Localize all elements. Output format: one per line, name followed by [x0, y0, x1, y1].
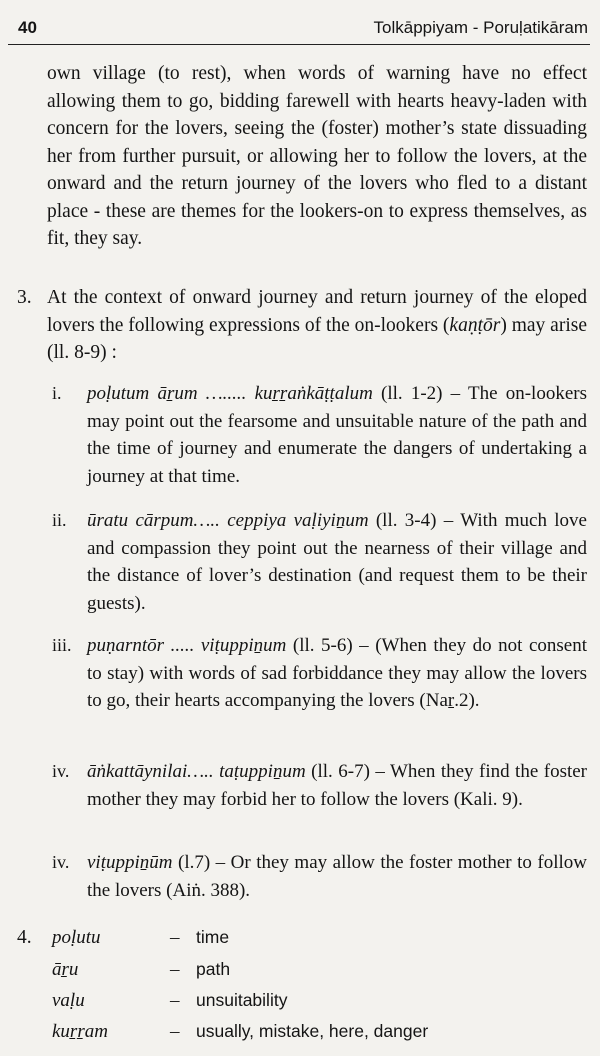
sub-item-1-number: i. — [52, 383, 62, 403]
glossary-definition: usually, mistake, here, danger — [196, 1021, 429, 1041]
sub-item-2-number: ii. — [52, 510, 67, 530]
sub-item-1-term: poḷutum āṟum …..... kuṟṟaṅkāṭṭalum — [87, 383, 373, 404]
sub-item-3-term: puṇarntōr ..... viṭuppiṉum — [87, 635, 287, 656]
glossary-row — [0, 985, 600, 1016]
glossary-row — [0, 954, 600, 985]
glossary-term: āṟu — [52, 959, 79, 980]
glossary-definition: time — [196, 927, 230, 947]
sub-item-3-text — [87, 632, 587, 715]
sub-item-1-body: (ll. 1-2) – The on-lookers may point out the fearsome and unsuitable nature of the path and the time of journey and enumerate the dangers of undertaking a journey at that time. — [87, 383, 587, 487]
running-head: Tolkāppiyam - Poruḷatikāram — [373, 18, 588, 37]
sub-item-4-term: āṅkattāynilai….. taṭuppiṉum — [87, 761, 306, 782]
glossary-dash: – — [170, 959, 180, 980]
sub-item-4-body: (ll. 6-7) – When they find the foster mother they may forbid her to follow the lovers (Kali. 9). — [87, 761, 587, 810]
sub-item-2-term: ūratu cārpum….. ceppiya vaḷiyiṉum — [87, 510, 369, 531]
glossary-term: kuṟṟam — [52, 1021, 108, 1042]
intro-paragraph: own village (to rest), when words of warning have no effect allowing them to go, bidding farewell with hearts heavy-laden with concern for the lovers, seeing the (foster) mother’s state dissuading her from further pursuit, or allowing her to follow the lovers, at the onward and the return journey of the lovers who fled to a distant place - these are themes for the lookers-on to express themselves, as fit, they say. — [47, 63, 587, 249]
glossary-term: poḷutu — [52, 927, 101, 948]
sub-item-2-text — [87, 507, 587, 617]
sub-item-3-number: iii. — [52, 635, 72, 655]
glossary-definition: unsuitability — [196, 990, 288, 1010]
item-3-number: 3. — [17, 287, 32, 308]
item-4-number: 4. — [17, 927, 32, 948]
sub-item-1-text — [87, 380, 587, 490]
sub-item-3-body: (ll. 5-6) – (When they do not consent to stay) with words of sad forbiddance they may allow the lovers to go, their hearts accompanying the lovers (Naṟ.2). — [87, 635, 587, 711]
sub-item-5-text — [87, 849, 587, 904]
item-3-text — [47, 284, 587, 367]
sub-item-5-number: iv. — [52, 852, 70, 872]
glossary-dash: – — [170, 927, 180, 948]
glossary-definition: path — [196, 959, 231, 979]
glossary-row — [0, 1016, 600, 1047]
page-header — [8, 14, 590, 45]
sub-item-4-text — [87, 758, 587, 813]
sub-item-5-body: (l.7) – Or they may allow the foster mother to follow the lovers (Aiṅ. 388). — [87, 852, 587, 901]
sub-item-5-term: viṭuppiṉūm — [87, 852, 173, 873]
glossary-term: vaḷu — [52, 990, 85, 1011]
sub-item-4-number: iv. — [52, 761, 70, 781]
page-number: 40 — [18, 18, 37, 37]
item-3-term: kaṇṭōr — [449, 314, 501, 336]
glossary-dash: – — [170, 1021, 180, 1042]
item-3-text-after: ) may arise (ll. 8-9) : — [47, 314, 587, 363]
glossary-dash: – — [170, 990, 180, 1011]
glossary-row — [0, 922, 600, 953]
item-3-text-before: At the context of onward journey and return journey of the eloped lovers the following expressions of the on-lookers ( — [47, 287, 587, 336]
sub-item-2-body: (ll. 3-4) – With much love and compassion they point out the nearness of their village and the distance of lover’s destination (and request them to be their guests). — [87, 510, 587, 614]
